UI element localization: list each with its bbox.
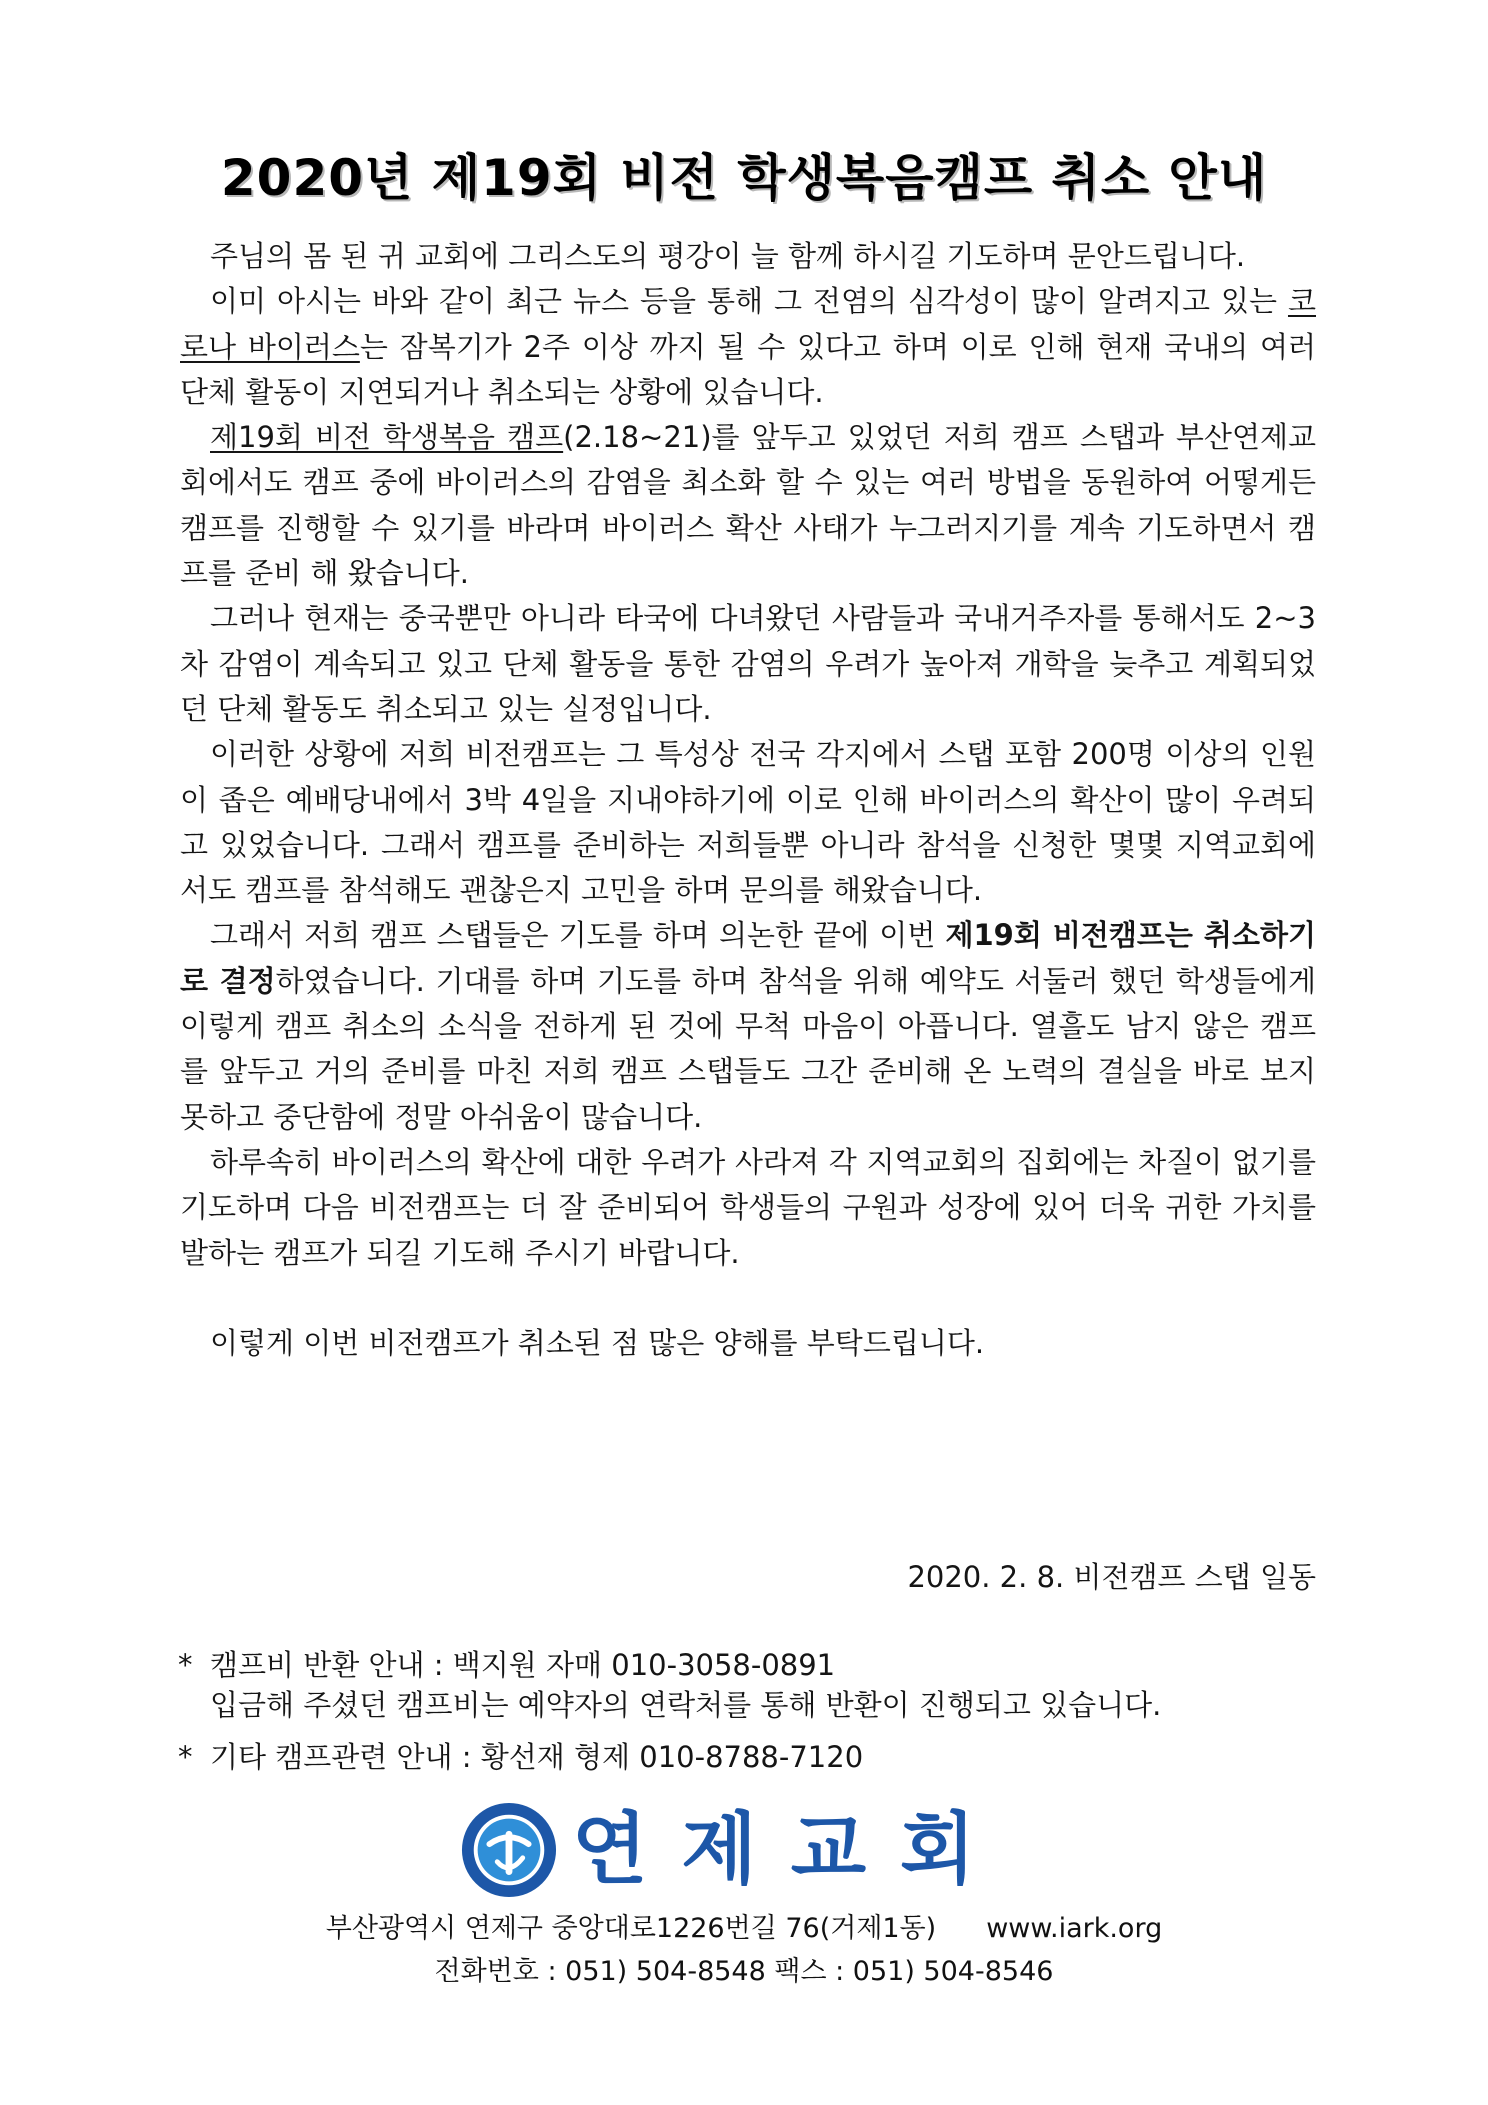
paragraph-prayer-request: 하루속히 바이러스의 확산에 대한 우려가 사라져 각 지역교회의 집회에는 차질이 없기를 기도하며 다음 비전캠프는 더 잘 준비되어 학생들의 구원과 성장에 있어 더욱 귀한 가치를 발하는 캠프가 되길 기도해 주시기 바랍니다. <box>180 1144 1316 1270</box>
church-name: 연제교회 <box>572 1805 1010 1895</box>
paragraph-text: 하였습니다. 기대를 하며 기도를 하며 참석을 위해 예약도 서둘러 했던 학생들에게 이렇게 캠프 취소의 소식을 전하게 된 것에 무척 마음이 아픕니다. 열흘도 남지 않은 캠프를 앞두고 거의 준비를 마친 저희 캠프 스탭들도 그간 준비해 온 노력의 결실을 바로 보지 못하고 중단함에 정말 아쉬움이 많습니다. <box>180 963 1316 1134</box>
page-title: 2020년 제19회 비전 학생복음캠프 취소 안내 <box>220 149 1268 207</box>
paragraph-camp-preparation <box>180 415 1316 596</box>
paragraph-text: (2.18~21)를 앞두고 있었던 저희 캠프 스탭과 부산연제교회에서도 캠프 중에 바이러스의 감염을 최소화 할 수 있는 여러 방법을 동원하여 어떻게든 캠프를 진행할 수 있기를 바라며 바이러스 확산 사태가 누그러지기를 계속 기도하면서 캠프를 준비 해 왔습니다. <box>180 420 1316 591</box>
bold-decision-text: 제19회 비전캠프는 취소하기로 결정 <box>180 918 1316 998</box>
letter-body <box>180 234 1316 1366</box>
church-emblem-icon <box>460 1801 558 1899</box>
paragraph-concerns: 이러한 상황에 저희 비전캠프는 그 특성상 전국 각지에서 스탭 포함 200명 이상의 인원이 좁은 예배당내에서 3박 4일을 지내야하기에 이로 인해 바이러스의 확산이 많이 우려되고 있었습니다. 그래서 캠프를 준비하는 저희들뿐 아니라 참석을 신청한 몇몇 지역교회에서도 캠프를 참석해도 괜찮은지 고민을 하며 문의를 해왔습니다. <box>180 737 1316 908</box>
note-refund-detail: 입금해 주셨던 캠프비는 예약자의 연락처를 통해 반환이 진행되고 있습니다. <box>210 1688 1162 1722</box>
church-address-line <box>0 1906 1488 1945</box>
paragraph-virus-situation <box>180 279 1316 415</box>
church-address: 부산광역시 연제구 중앙대로1226번길 76(거제1동) <box>325 1913 937 1944</box>
paragraph-text: 그래서 저희 캠프 스탭들은 기도를 하며 의논한 끝에 이번 <box>210 918 946 953</box>
note-refund <box>178 1643 835 1684</box>
signature-line: 2020. 2. 8. 비전캠프 스탭 일동 <box>907 1560 1316 1594</box>
church-contact-line: 전화번호 : 051) 504-8548 팩스 : 051) 504-8546 <box>434 1956 1054 1987</box>
church-website: www.iark.org <box>986 1913 1163 1944</box>
note-other-text: 기타 캠프관련 안내 : 황선재 형제 010-8788-7120 <box>210 1740 864 1774</box>
underlined-virus-name: 코로나 바이러스 <box>180 284 1316 364</box>
note-bullet: * <box>178 1740 193 1774</box>
underlined-camp-name: 제19회 비전 학생복음 캠프 <box>210 420 564 455</box>
church-logo <box>460 1795 1040 1905</box>
note-refund-text: 캠프비 반환 안내 : 백지원 자매 010-3058-0891 <box>210 1648 836 1682</box>
paragraph-decision <box>180 913 1316 1139</box>
paragraph-apology: 이렇게 이번 비전캠프가 취소된 점 많은 양해를 부탁드립니다. <box>210 1325 985 1360</box>
paragraph-text: 이미 아시는 바와 같이 최근 뉴스 등을 통해 그 전염의 심각성이 많이 알려지고 있는 <box>210 284 1288 319</box>
paragraph-current-status: 그러나 현재는 중국뿐만 아니라 타국에 다녀왔던 사람들과 국내거주자를 통해서도 2~3차 감염이 계속되고 있고 단체 활동을 통한 감염의 우려가 높아져 개학을 늦추고 계획되었던 단체 활동도 취소되고 있는 실정입니다. <box>180 601 1316 726</box>
paragraph-greeting: 주님의 몸 된 귀 교회에 그리스도의 평강이 늘 함께 하시길 기도하며 문안드립니다. <box>210 239 1246 273</box>
note-bullet: * <box>178 1648 193 1682</box>
paragraph-text: 는 잠복기가 2주 이상 까지 될 수 있다고 하며 이로 인해 현재 국내의 여러 단체 활동이 지연되거나 취소되는 상황에 있습니다. <box>180 329 1316 409</box>
note-other-contact <box>178 1735 863 1776</box>
